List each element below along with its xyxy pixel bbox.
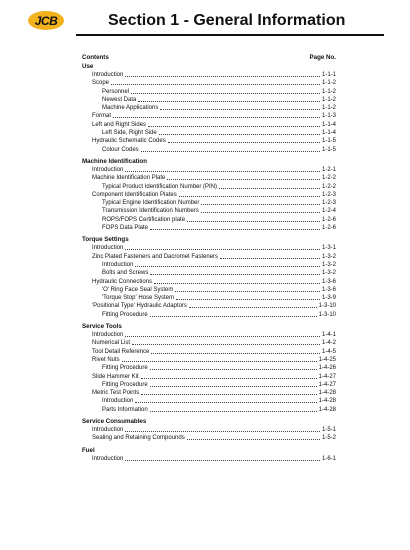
dot-leader <box>150 269 320 275</box>
toc-entry-page: 1-4-27 <box>318 373 336 380</box>
page-no-label: Page No. <box>309 54 336 61</box>
toc-entry[interactable] <box>82 207 336 215</box>
toc-entry-label: Introduction <box>102 261 134 268</box>
toc-entry[interactable] <box>82 389 336 397</box>
toc-entry-page: 1-4-28 <box>318 390 336 397</box>
dot-leader <box>201 199 320 205</box>
toc-entry[interactable] <box>82 174 336 182</box>
toc-entry[interactable] <box>82 434 336 442</box>
dot-leader <box>160 104 320 110</box>
toc-entry-page: 1-2-6 <box>321 216 336 223</box>
toc-entry-page: 1-1-2 <box>321 105 336 112</box>
toc-section <box>82 157 336 232</box>
dot-leader <box>125 426 320 432</box>
toc-section <box>82 322 336 414</box>
toc-entry-page: 1-3-2 <box>321 253 336 260</box>
toc-entry[interactable] <box>82 71 336 79</box>
dot-leader <box>125 244 320 250</box>
toc-header <box>82 53 336 62</box>
table-of-contents <box>82 53 336 463</box>
toc-entry-page: 1-3-1 <box>321 245 336 252</box>
dot-leader <box>176 294 320 300</box>
dot-leader <box>150 364 317 370</box>
toc-entry-label: Machine Identification Plate <box>92 175 166 182</box>
toc-entry-label: Introduction <box>92 332 124 339</box>
toc-entry-page: 1-2-6 <box>321 225 336 232</box>
toc-entry[interactable] <box>82 104 336 112</box>
toc-entry-page: 1-4-26 <box>318 365 336 372</box>
toc-entry-label: Zinc Plated Fasteners and Dacromet Fasteners <box>92 253 219 260</box>
toc-entry-label: Hydraulic Schematic Codes <box>92 138 166 145</box>
dot-leader <box>111 79 320 85</box>
toc-entry-label: Fitting Procedure <box>102 381 148 388</box>
toc-entry[interactable] <box>82 253 336 261</box>
dot-leader <box>150 311 317 317</box>
toc-entry[interactable] <box>82 79 336 87</box>
dot-leader <box>113 112 320 118</box>
toc-entry[interactable] <box>82 244 336 252</box>
toc-entry-page: 1-1-3 <box>321 113 336 120</box>
page-title: Section 1 - General Information <box>108 12 346 29</box>
toc-entry-label: 'O' Ring Face Seal System <box>102 286 174 293</box>
toc-entry-page: 1-2-2 <box>321 183 336 190</box>
dot-leader <box>220 253 320 259</box>
toc-entry[interactable] <box>82 339 336 347</box>
toc-entry-page: 1-4-25 <box>318 356 336 363</box>
toc-entry[interactable] <box>82 348 336 356</box>
toc-entry-label: Parts Information <box>102 406 148 413</box>
toc-entry-label: Scope <box>92 80 110 87</box>
dot-leader <box>135 397 316 403</box>
toc-entry-label: Introduction <box>92 426 124 433</box>
jcb-logo <box>28 11 64 30</box>
toc-entry[interactable] <box>82 381 336 389</box>
toc-entry-page: 1-4-5 <box>321 348 336 355</box>
dot-leader <box>131 88 320 94</box>
toc-entry-label: Introduction <box>92 245 124 252</box>
dot-leader <box>150 224 320 230</box>
toc-section-title: Service Tools <box>82 323 122 331</box>
toc-entry[interactable] <box>82 269 336 277</box>
toc-entry-label: 'Positional Type' Hydraulic Adaptors <box>92 303 187 310</box>
toc-entry-page: 1-1-2 <box>321 80 336 87</box>
dot-leader <box>141 373 317 379</box>
toc-entry[interactable] <box>82 294 336 302</box>
toc-entry-label: Left and Right Sides <box>92 121 147 128</box>
toc-entry[interactable] <box>82 166 336 174</box>
toc-entry[interactable] <box>82 112 336 120</box>
toc-entry[interactable] <box>82 137 336 145</box>
toc-section <box>82 417 336 443</box>
toc-entry-page: 1-3-10 <box>318 303 336 310</box>
toc-entry-label: Introduction <box>92 166 124 173</box>
toc-entry[interactable] <box>82 224 336 232</box>
dot-leader <box>167 174 320 180</box>
toc-entry-page: 1-3-2 <box>321 270 336 277</box>
toc-entry-label: ROPS/FOPS Certification plate <box>102 216 186 223</box>
toc-entry-page: 1-4-28 <box>318 406 336 413</box>
dot-leader <box>125 71 320 77</box>
toc-entry-page: 1-2-2 <box>321 175 336 182</box>
toc-entry[interactable] <box>82 191 336 199</box>
toc-entry[interactable] <box>82 121 336 129</box>
dot-leader <box>135 261 320 267</box>
dot-leader <box>141 146 320 152</box>
toc-entry-page: 1-2-1 <box>321 166 336 173</box>
dot-leader <box>187 216 320 222</box>
toc-entry-page: 1-3-6 <box>321 286 336 293</box>
toc-entry-page: 1-5-1 <box>321 426 336 433</box>
toc-entry-page: 1-4-1 <box>321 332 336 339</box>
toc-entry-label: Left Side, Right Side <box>102 130 157 137</box>
toc-entry-label: Newest Data <box>102 96 137 103</box>
toc-section-title: Fuel <box>82 446 95 454</box>
dot-leader <box>138 96 320 102</box>
toc-entry[interactable] <box>82 88 336 96</box>
dot-leader <box>125 331 320 337</box>
title-underline <box>76 34 384 36</box>
toc-entry-page: 1-1-2 <box>321 96 336 103</box>
toc-entry-label: Sealing and Retaining Compounds <box>92 435 185 442</box>
toc-entry-label: Fitting Procedure <box>102 365 148 372</box>
toc-entry-page: 1-6-1 <box>321 455 336 462</box>
toc-entry[interactable] <box>82 96 336 104</box>
dot-leader <box>150 381 317 387</box>
toc-section-title: Machine Identification <box>82 157 147 165</box>
toc-section-title: Use <box>82 63 94 70</box>
toc-entry[interactable] <box>82 146 336 154</box>
toc-entry[interactable] <box>82 426 336 434</box>
toc-entry-page: 1-1-4 <box>321 130 336 137</box>
toc-entry-label: Typical Product Identification Number (PIN) <box>102 183 218 190</box>
dot-leader <box>154 278 320 284</box>
toc-entry[interactable] <box>82 129 336 137</box>
toc-entry-page: 1-2-3 <box>321 191 336 198</box>
toc-entry-page: 1-3-9 <box>321 295 336 302</box>
toc-entry-label: Numerical List <box>92 340 131 347</box>
dot-leader <box>151 348 320 354</box>
toc-entry[interactable] <box>82 216 336 224</box>
dot-leader <box>125 166 320 172</box>
toc-entry-page: 1-3-6 <box>321 278 336 285</box>
toc-entry-label: Slide Hammer Kit <box>92 373 139 380</box>
dot-leader <box>201 207 320 213</box>
toc-entry-page: 1-4-27 <box>318 381 336 388</box>
dot-leader <box>187 434 320 440</box>
toc-entry[interactable] <box>82 261 336 269</box>
toc-entry-label: Fitting Procedure <box>102 311 148 318</box>
toc-section-title: Torque Settings <box>82 236 129 244</box>
toc-entry-label: 'Torque Stop' Hose System <box>102 295 174 302</box>
toc-entry-label: Format <box>92 113 112 120</box>
toc-entry-page: 1-5-2 <box>321 435 336 442</box>
dot-leader <box>150 406 317 412</box>
toc-section <box>82 235 336 319</box>
toc-entry-page: 1-1-5 <box>321 146 336 153</box>
logo-text: JCB <box>34 13 58 28</box>
dot-leader <box>159 129 320 135</box>
toc-entry[interactable] <box>82 278 336 286</box>
toc-section-title: Service Consumables <box>82 417 147 425</box>
toc-entry-page: 1-3-10 <box>318 311 336 318</box>
toc-entry-page: 1-4-2 <box>321 340 336 347</box>
dot-leader <box>179 191 320 197</box>
toc-entry-label: Typical Engine Identification Number <box>102 200 200 207</box>
toc-entry-label: Hydraulic Connections <box>92 278 153 285</box>
toc-entry-label: FOPS Data Plate <box>102 225 149 232</box>
toc-entry-page: 1-1-2 <box>321 88 336 95</box>
toc-section <box>82 446 336 463</box>
toc-entry-label: Introduction <box>102 398 134 405</box>
toc-entry[interactable] <box>82 356 336 364</box>
contents-label: Contents <box>82 54 109 61</box>
toc-entry-page: 1-1-5 <box>321 138 336 145</box>
toc-entry-label: Personnel <box>102 88 130 95</box>
toc-entry[interactable] <box>82 406 336 414</box>
dot-leader <box>148 121 320 127</box>
toc-entry[interactable] <box>82 331 336 339</box>
toc-entry-page: 1-4-28 <box>318 398 336 405</box>
toc-entry[interactable] <box>82 373 336 381</box>
toc-entry-page: 1-1-1 <box>321 72 336 78</box>
toc-entry[interactable] <box>82 364 336 372</box>
toc-entry-label: Transmission Identification Numbers <box>102 208 199 215</box>
toc-entry-label: Tool Detail Reference <box>92 348 150 355</box>
toc-entry-label: Machine Applications <box>102 105 159 112</box>
dot-leader <box>122 356 317 362</box>
toc-entry-label: Introduction <box>92 455 124 462</box>
toc-section <box>82 62 336 154</box>
toc-entry[interactable] <box>82 183 336 191</box>
toc-entry-label: Metric Test Points <box>92 390 140 397</box>
toc-entry[interactable] <box>82 311 336 319</box>
toc-entry[interactable] <box>82 302 336 310</box>
toc-entry-page: 1-1-4 <box>321 121 336 128</box>
dot-leader <box>168 137 320 143</box>
dot-leader <box>189 302 317 308</box>
toc-entry[interactable] <box>82 397 336 405</box>
toc-entry[interactable] <box>82 455 336 463</box>
toc-entry-page: 1-2-4 <box>321 208 336 215</box>
toc-entry-page: 1-3-2 <box>321 261 336 268</box>
dot-leader <box>175 286 320 292</box>
toc-entry-label: Colour Codes <box>102 146 139 153</box>
toc-entry-label: Component Identification Plates <box>92 191 177 198</box>
toc-entry[interactable] <box>82 286 336 294</box>
toc-entry-label: Bolts and Screws <box>102 270 149 277</box>
toc-entry-label: Rivet Nuts <box>92 356 120 363</box>
dot-leader <box>219 183 320 189</box>
dot-leader <box>141 389 316 395</box>
toc-entry-label: Introduction <box>92 72 124 78</box>
toc-entry[interactable] <box>82 199 336 207</box>
dot-leader <box>125 455 320 461</box>
toc-entry-page: 1-2-3 <box>321 200 336 207</box>
dot-leader <box>132 339 320 345</box>
